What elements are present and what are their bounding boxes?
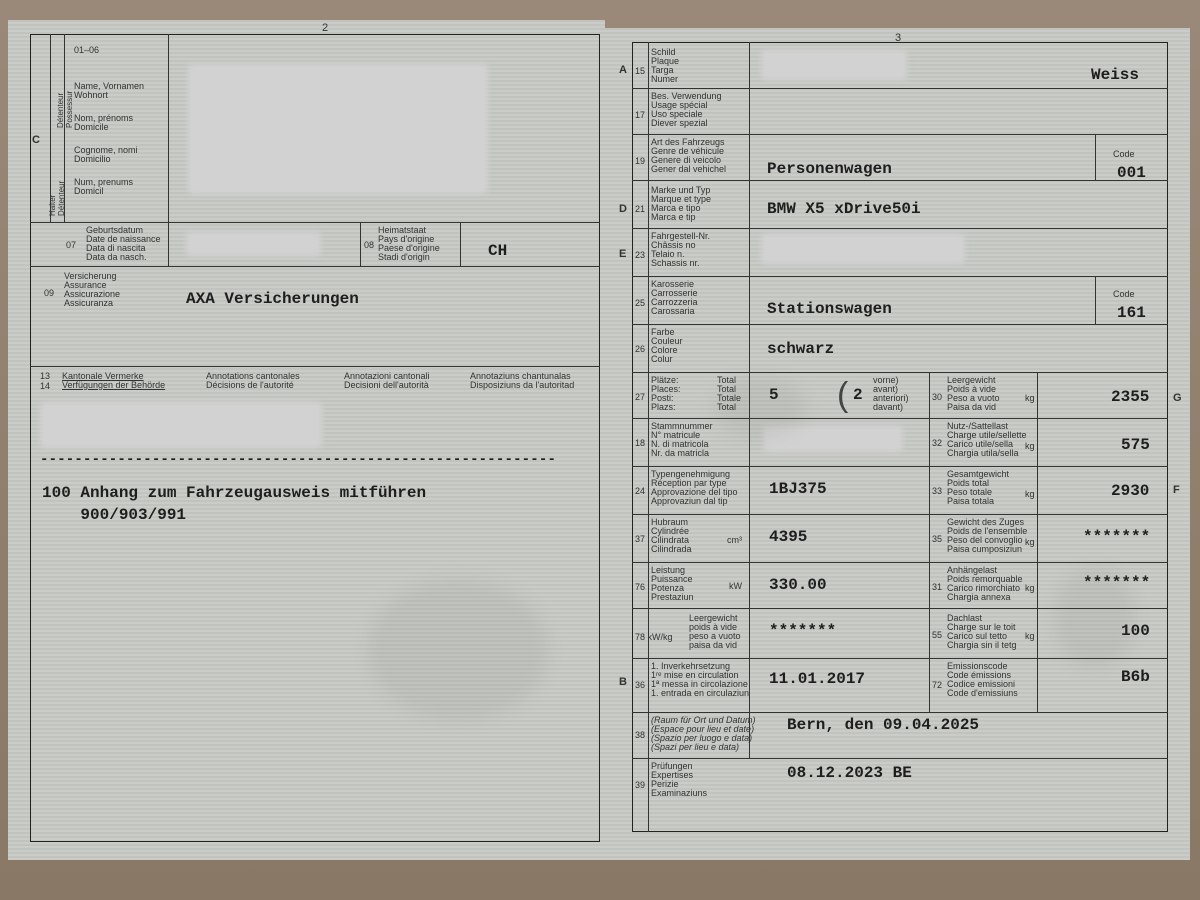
power-value: 330.00 [769,576,827,594]
row-32-number: 32 [932,438,943,448]
holder-vertical-label-de: Halter Détenteur [48,180,66,216]
name-label-fr: Nom, prénoms Domicile [74,113,134,132]
base-number-label: Stammnummer N° matricule N. di matricola Nr. da matricla [651,421,713,458]
row-72-number: 72 [932,680,943,690]
section-marker-f: F [1173,484,1180,496]
cantonal-label-rm: Annotaziuns chantunalas Disposiziuns da l'autoritad [470,371,575,390]
row-24-number: 24 [635,486,646,496]
row-09-number: 09 [44,288,55,298]
displacement-label: Hubraum Cylindrée Cilindrata Cilindrada [651,517,692,554]
emission-code-value: B6b [1121,668,1150,686]
redacted-cantonal-note [40,402,322,448]
section-marker-g: G [1173,392,1182,404]
origin-country-label: Heimatstaat Pays d'origine Paese d'origine Stadi d'origin [378,225,440,262]
body-value: Stationswagen [767,300,892,318]
train-weight-unit: kg [1025,537,1035,547]
name-label-it: Cognome, nomi Domicilio [74,145,138,164]
section-marker-e: E [619,248,627,260]
section-marker-c: C [32,134,40,146]
row-01-06-number: 01–06 [74,45,100,55]
row-13-number: 13 [40,371,51,381]
empty-weight-label: Leergewicht Poids à vide Peso a vuoto Paisa da vid [947,375,1000,412]
total-weight-value: 2930 [1111,482,1150,500]
train-weight-value: ******* [1083,528,1151,546]
seats-label: Plätze: Places: Posti: Plazs: [651,375,681,412]
row-26-number: 26 [635,344,646,354]
annex-note-line1: 100 Anhang zum Fahrzeugausweis mitführen [42,484,427,502]
roof-load-unit: kg [1025,631,1035,641]
front-seats-label: vorne) avant) anteriori) davant) [873,375,909,412]
body-code-value: 161 [1117,304,1146,322]
left-page [8,20,605,860]
row-31-number: 31 [932,582,943,592]
power-unit: kW [729,581,742,591]
plate-label: Schild Plaque Targa Numer [651,47,680,84]
dashed-separator: ------------------------------------------------------------ [40,452,557,468]
inspections-value: 08.12.2023 BE [787,764,912,782]
chassis-label: Fahrgestell-Nr. Châssis no Telaio n. Schassis nr. [651,231,711,268]
row-78-number: 78 kW/kg [635,632,673,642]
empty-weight-value: 2355 [1111,388,1150,406]
special-use-label: Bes. Verwendung Usage spécial Uso speciale Diever spezial [651,91,722,128]
color-value: schwarz [767,340,835,358]
displacement-unit: cm³ [727,535,742,545]
annex-note-line2: 900/903/991 [42,506,187,524]
origin-country-value: CH [488,242,508,260]
trailer-load-value: ******* [1083,574,1151,592]
row-07-number: 07 [66,240,77,250]
place-date-label: (Raum für Ort und Datum) (Espace pour lieu et date) (Spazio per luogo e data) (Spazi per lieu e data) [651,715,756,752]
row-19-number: 19 [635,156,646,166]
cantonal-label-it: Annotazioni cantonali Decisioni dell'autorità [344,371,430,390]
row-18-number: 18 [635,438,646,448]
color-label: Farbe Couleur Colore Colur [651,327,683,364]
row-76-number: 76 [635,582,646,592]
row-25-number: 25 [635,298,646,308]
payload-label: Nutz-/Sattellast Charge utile/sellette Carico utile/sella Chargia utila/sella [947,421,1027,458]
row-55-number: 55 [932,630,943,640]
power-weight-label: Leergewicht poids à vide peso a vuoto paisa da vid [689,613,741,650]
empty-weight-unit: kg [1025,393,1035,403]
page-number: 3 [895,32,902,44]
seats-total-label: Total Total Totale Total [717,375,742,412]
seats-total-value: 5 [769,386,779,404]
place-date-value: Bern, den 09.04.2025 [787,716,980,734]
redacted-holder-name [188,64,488,194]
section-marker-a: A [619,64,627,76]
section-marker-b: B [619,676,627,688]
holder-vertical-label-fr: Détenteur Possessur [56,90,74,128]
row-17-number: 17 [635,110,646,120]
row-23-number: 23 [635,250,646,260]
insurance-label: Versicherung Assurance Assicurazione Assicuranza [64,271,121,308]
row-08-number: 08 [364,240,375,250]
make-type-label: Marke und Typ Marque et type Marca e tipo Marca e tip [651,185,712,222]
page-number: 2 [322,22,329,34]
name-label-rm: Num, prenums Domicil [74,177,134,196]
front-seats-brace: ( [837,376,849,414]
row-27-number: 27 [635,392,646,402]
trailer-load-label: Anhängelast Poids remorquable Carico rimorchiato Chargia annexa [947,565,1023,602]
front-seats-value: 2 [853,386,863,404]
vehicle-type-code-value: 001 [1117,164,1146,182]
first-registration-value: 11.01.2017 [769,670,866,688]
row-15-number: 15 [635,66,646,76]
type-approval-label: Typengenehmigung Réception par type Approvazione del tipo Approvaziun dal tip [651,469,738,506]
row-35-number: 35 [932,534,943,544]
section-marker-d: D [619,203,627,215]
vehicle-type-code-label: Code [1113,149,1135,159]
right-page [605,28,1190,860]
vehicle-type-label: Art des Fahrzeugs Genre de véhicule Genere di veicolo Gener dal vehichel [651,137,727,174]
total-weight-unit: kg [1025,489,1035,499]
vehicle-type-value: Personenwagen [767,160,892,178]
row-36-number: 36 [635,680,646,690]
row-39-number: 39 [635,780,646,790]
redacted-plate-number [761,50,907,80]
total-weight-label: Gesamtgewicht Poids total Peso totale Paisa totala [947,469,1010,506]
type-approval-value: 1BJ375 [769,480,827,498]
row-21-number: 21 [635,204,646,214]
displacement-value: 4395 [769,528,808,546]
row-38-number: 38 [635,730,646,740]
body-code-label: Code [1113,289,1135,299]
name-label-de: Name, Vornamen Wohnort [74,81,145,100]
birth-date-label: Geburtsdatum Date de naissance Data di nascita Data da nasch. [86,225,161,262]
make-type-value: BMW X5 xDrive50i [767,200,921,218]
trailer-load-unit: kg [1025,583,1035,593]
redacted-chassis-number [761,234,965,264]
roof-load-label: Dachlast Charge sur le toit Carico sul tetto Chargia sin il tetg [947,613,1017,650]
roof-load-value: 100 [1121,622,1150,640]
first-registration-label: 1. Inverkehrsetzung 1ʳᵉ mise en circulation 1ª messa in circolazione 1. entrada en circulaziun [651,661,750,698]
row-33-number: 33 [932,486,943,496]
inspections-label: Prüfungen Expertises Perizie Examinaziuns [651,761,708,798]
cantonal-label-de: Kantonale Vermerke Verfügungen der Behörde [62,371,166,390]
row-30-number: 30 [932,392,943,402]
power-weight-value: ******* [769,622,837,640]
redacted-birth-date [186,232,321,256]
payload-unit: kg [1025,441,1035,451]
row-14-number: 14 [40,381,51,391]
train-weight-label: Gewicht des Zuges Poids de l'ensemble Peso del convoglio Paisa cumposiziun [947,517,1028,554]
body-label: Karosserie Carrosserie Carrozzeria Carossaria [651,279,698,316]
cantonal-label-fr: Annotations cantonales Décisions de l'autorité [206,371,300,390]
power-label: Leistung Puissance Potenza Prestaziun [651,565,694,602]
plate-color-value: Weiss [1091,66,1140,84]
row-37-number: 37 [635,534,646,544]
payload-value: 575 [1121,436,1150,454]
emission-code-label: Emissionscode Code émissions Codice emissioni Code d'emissiuns [947,661,1018,698]
insurance-value: AXA Versicherungen [186,290,359,308]
